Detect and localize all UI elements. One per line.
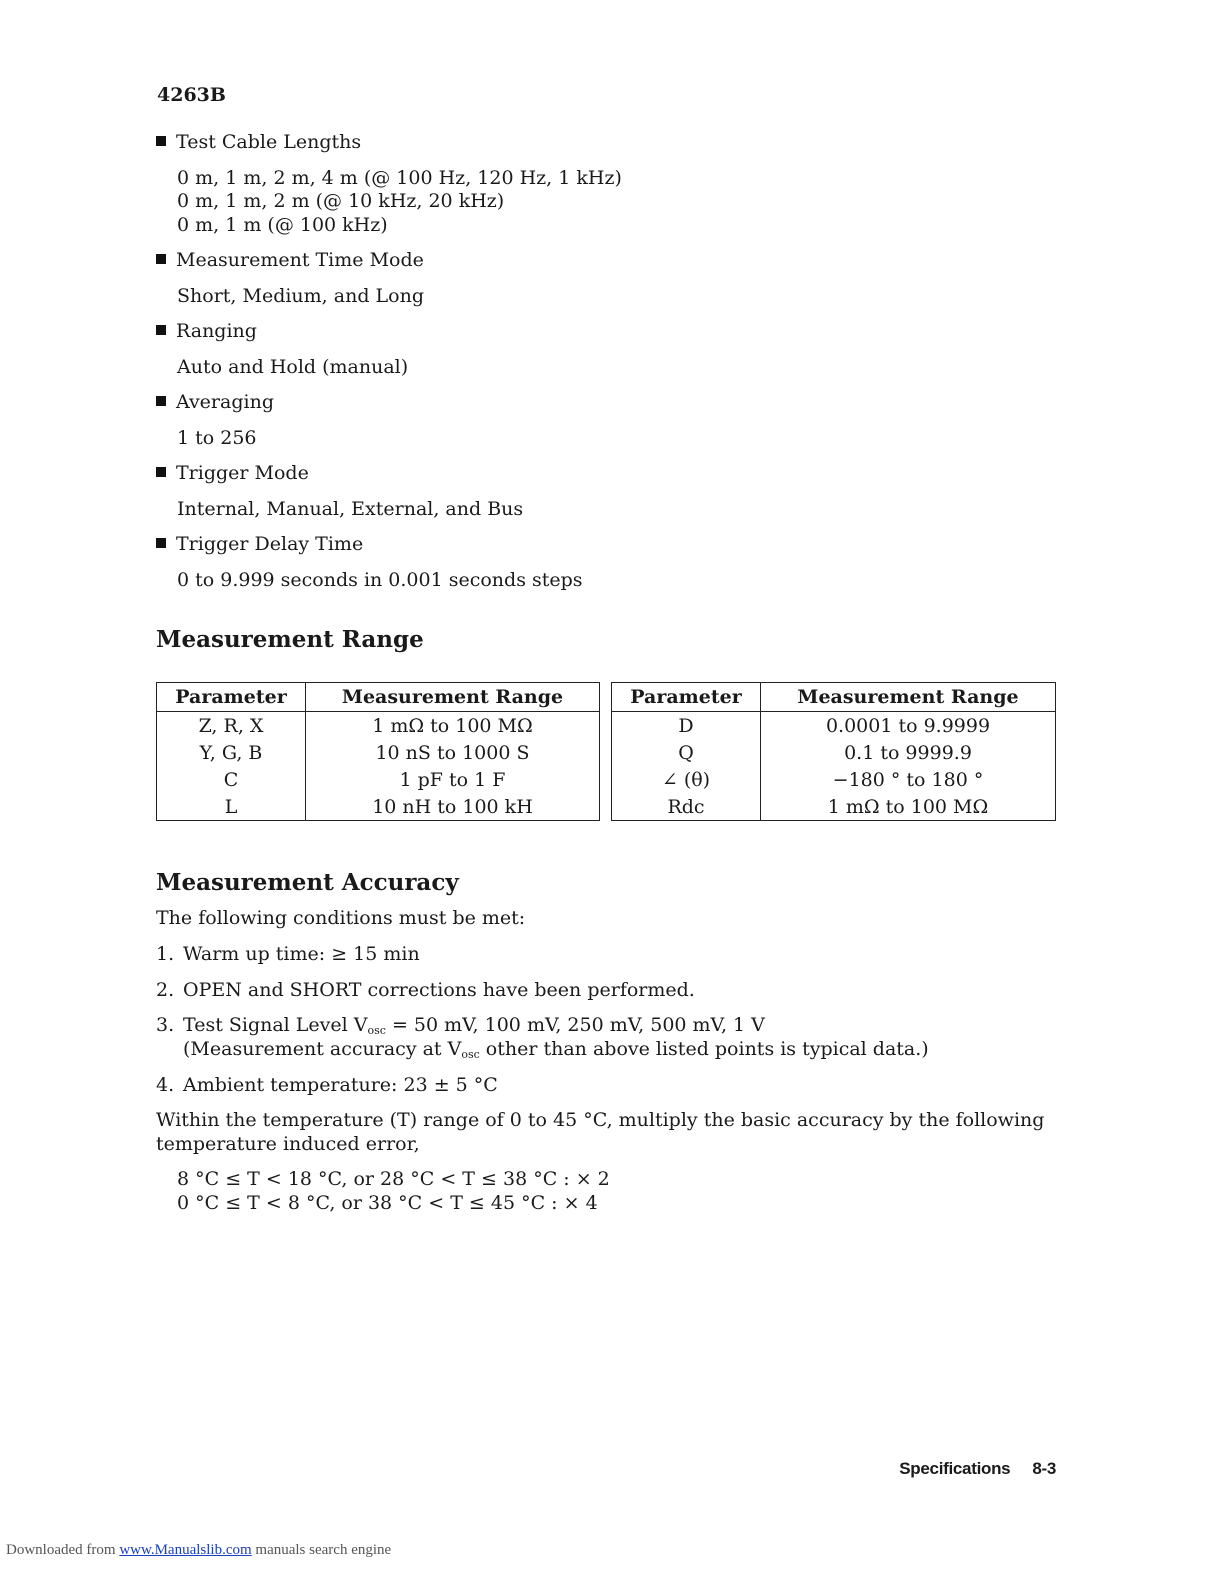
range-cell: 1 pF to 1 F <box>306 766 600 793</box>
accuracy-intro: The following conditions must be met: <box>156 907 526 929</box>
column-header: Parameter <box>612 683 761 712</box>
section-heading-measurement-range: Measurement Range <box>156 626 424 653</box>
bullet-square-icon <box>156 467 166 477</box>
note-text: other than above listed points is typical data.) <box>479 1038 929 1060</box>
spec-label: Ranging <box>176 320 257 342</box>
spec-label: Test Cable Lengths <box>176 131 362 153</box>
range-cell: 10 nS to 1000 S <box>306 739 600 766</box>
table-header-row <box>612 683 1056 712</box>
table-row <box>612 793 1056 821</box>
model-number: 4263B <box>157 84 226 106</box>
spec-value: 0 m, 1 m, 2 m, 4 m (@ 100 Hz, 120 Hz, 1 kHz) <box>177 167 622 189</box>
manualslib-link[interactable]: www.Manualslib.com <box>119 1542 252 1558</box>
range-table-left <box>156 682 600 821</box>
spec-value: Auto and Hold (manual) <box>177 356 409 378</box>
condition-number: 4. <box>156 1074 175 1096</box>
spec-value: 0 to 9.999 seconds in 0.001 seconds steps <box>177 569 583 591</box>
spec-value: Internal, Manual, External, and Bus <box>177 498 524 520</box>
bullet-square-icon <box>156 396 166 406</box>
parameter-cell: Y, G, B <box>199 741 263 764</box>
parameter-cell: ∠ (θ) <box>661 768 711 791</box>
spec-value: 1 to 256 <box>177 427 257 449</box>
condition-text: = 50 mV, 100 mV, 250 mV, 500 mV, 1 V <box>385 1014 765 1036</box>
range-cell: −180 ° to 180 ° <box>761 766 1056 793</box>
table-row <box>612 739 1056 766</box>
column-header: Parameter <box>157 683 306 712</box>
table-row <box>157 766 600 793</box>
spec-test-cable-lengths <box>156 131 361 153</box>
condition-number: 3. <box>156 1014 175 1036</box>
condition-text: OPEN and SHORT corrections have been performed. <box>183 979 695 1001</box>
parameter-cell: L <box>224 795 238 818</box>
temperature-paragraph-line: Within the temperature (T) range of 0 to 45 °C, multiply the basic accuracy by the following <box>156 1109 1045 1131</box>
spec-label: Averaging <box>176 391 274 413</box>
section-heading-measurement-accuracy: Measurement Accuracy <box>156 869 459 896</box>
page-footer <box>899 1459 1056 1479</box>
spec-trigger-delay-time <box>156 533 363 555</box>
table-header-row <box>157 683 600 712</box>
temperature-factor: 8 °C ≤ T < 18 °C, or 28 °C < T ≤ 38 °C : × 2 <box>177 1168 610 1190</box>
spec-ranging <box>156 320 257 342</box>
condition-text: Warm up time: ≥ 15 min <box>183 943 420 965</box>
spec-averaging <box>156 391 274 413</box>
spec-value: 0 m, 1 m, 2 m (@ 10 kHz, 20 kHz) <box>177 190 505 212</box>
spec-label: Trigger Delay Time <box>176 533 364 555</box>
footer-section-name: Specifications <box>899 1459 1011 1478</box>
range-cell: 1 mΩ to 100 MΩ <box>306 712 600 740</box>
bullet-square-icon <box>156 538 166 548</box>
condition-text: Test Signal Level V <box>183 1014 368 1036</box>
column-header: Measurement Range <box>761 683 1056 712</box>
spec-value: 0 m, 1 m (@ 100 kHz) <box>177 214 388 236</box>
table-row <box>157 793 600 821</box>
note-text: (Measurement accuracy at V <box>183 1038 462 1060</box>
spec-label: Trigger Mode <box>176 462 309 484</box>
parameter-cell: D <box>678 714 694 737</box>
condition-number: 1. <box>156 943 175 965</box>
parameter-cell: Q <box>678 741 694 764</box>
spec-label: Measurement Time Mode <box>176 249 424 271</box>
range-cell: 0.1 to 9999.9 <box>761 739 1056 766</box>
condition-item <box>156 942 420 966</box>
range-cell: 10 nH to 100 kH <box>306 793 600 821</box>
download-prefix: Downloaded from <box>6 1542 116 1558</box>
spec-value: Short, Medium, and Long <box>177 285 424 307</box>
temperature-paragraph-line: temperature induced error, <box>156 1133 420 1155</box>
table-row <box>612 766 1056 793</box>
temperature-factor: 0 °C ≤ T < 8 °C, or 38 °C < T ≤ 45 °C : × 4 <box>177 1192 598 1214</box>
table-row <box>157 712 600 740</box>
table-row <box>612 712 1056 740</box>
condition-number: 2. <box>156 979 175 1001</box>
column-header: Measurement Range <box>306 683 600 712</box>
spec-trigger-mode <box>156 462 309 484</box>
page-number: 8-3 <box>1032 1459 1056 1478</box>
condition-item <box>156 978 695 1002</box>
bullet-square-icon <box>156 254 166 264</box>
range-table-right <box>611 682 1056 821</box>
condition-item <box>156 1073 498 1097</box>
spec-measurement-time-mode <box>156 249 424 271</box>
table-row <box>157 739 600 766</box>
condition-note <box>183 1038 929 1061</box>
download-notice <box>6 1542 391 1559</box>
parameter-cell: Z, R, X <box>198 714 264 737</box>
parameter-cell: C <box>223 768 239 791</box>
range-cell: 1 mΩ to 100 MΩ <box>761 793 1056 821</box>
parameter-cell: Rdc <box>667 795 705 818</box>
download-suffix: manuals search engine <box>255 1542 392 1558</box>
bullet-square-icon <box>156 325 166 335</box>
subscript: osc <box>367 1024 386 1037</box>
bullet-square-icon <box>156 136 166 146</box>
range-cell: 0.0001 to 9.9999 <box>761 712 1056 740</box>
subscript: osc <box>461 1048 480 1061</box>
condition-text: Ambient temperature: 23 ± 5 °C <box>183 1074 498 1096</box>
